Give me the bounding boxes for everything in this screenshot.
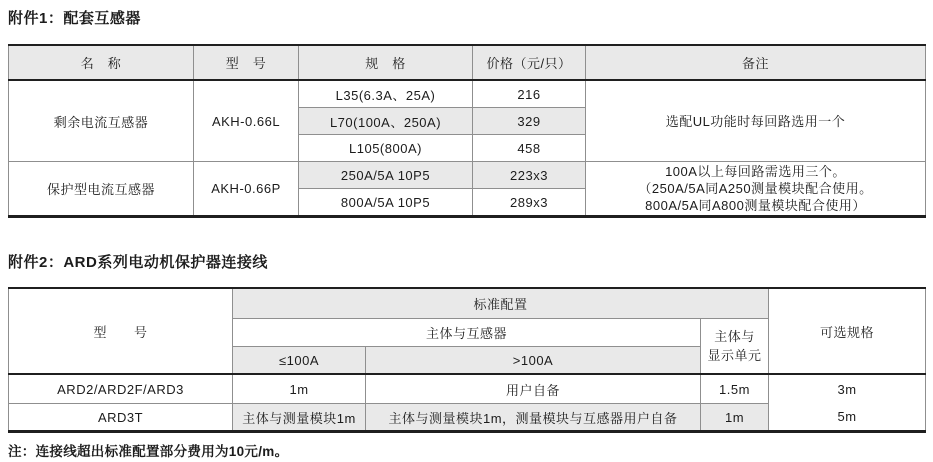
cell-gt100: 主体与测量模块1m，测量模块与互感器用户自备	[366, 404, 701, 432]
optional-value: 3m	[837, 381, 857, 397]
header-line: 显示单元	[707, 348, 762, 363]
cell-name: 剩余电流互感器	[9, 80, 194, 162]
header-model: 型 号	[194, 45, 299, 80]
table1-header-row	[9, 45, 926, 80]
table2-header-row1	[9, 288, 926, 319]
connection-cable-table	[8, 287, 926, 433]
cell-gt100: 用户自备	[366, 374, 701, 404]
cell-price: 216	[473, 80, 586, 108]
attachment1-title: 附件1：配套互感器	[8, 10, 141, 27]
remark-line: （250A/5A同A250测量模块配合使用。	[638, 181, 873, 196]
header-body-and-ct: 主体与互感器	[233, 319, 701, 347]
cell-price: 289x3	[473, 189, 586, 217]
header-price: 价格（元/只）	[473, 45, 586, 80]
cell-price: 223x3	[473, 162, 586, 189]
header-model: 型 号	[9, 288, 233, 374]
cell-model: ARD2/ARD2F/ARD3	[9, 374, 233, 404]
footnote: 注：连接线超出标准配置部分费用为10元/m。	[8, 444, 289, 459]
cell-le100: 主体与测量模块1m	[233, 404, 366, 432]
cell-name: 保护型电流互感器	[9, 162, 194, 217]
header-spec: 规 格	[299, 45, 473, 80]
accessory-transformer-table	[8, 44, 926, 218]
header-le100: ≤100A	[233, 347, 366, 375]
cell-price: 458	[473, 135, 586, 162]
header-optional-spec: 可选规格	[769, 288, 926, 374]
cell-model: ARD3T	[9, 404, 233, 432]
optional-value: 5m	[837, 408, 857, 424]
table-row	[9, 162, 926, 189]
cell-model: AKH-0.66L	[194, 80, 299, 162]
cell-spec: L70(100A、250A)	[299, 108, 473, 135]
cell-spec: 800A/5A 10P5	[299, 189, 473, 217]
remark-line: 选配UL功能时每回路选用一个	[665, 113, 846, 129]
remark-line: 800A/5A同A800测量模块配合使用）	[645, 198, 866, 213]
cell-spec: L105(800A)	[299, 135, 473, 162]
header-line: 主体与	[714, 329, 755, 344]
cell-display: 1.5m	[701, 374, 769, 404]
cell-remark	[586, 162, 926, 217]
table-row	[9, 80, 926, 108]
header-remark: 备注	[586, 45, 926, 80]
attachment2-title: 附件2：ARD系列电动机保护器连接线	[8, 254, 268, 271]
cell-model: AKH-0.66P	[194, 162, 299, 217]
header-body-and-display	[701, 319, 769, 375]
cell-le100: 1m	[233, 374, 366, 404]
cell-display: 1m	[701, 404, 769, 432]
remark-line: 100A以上每回路需选用三个。	[665, 164, 846, 179]
header-standard-config: 标准配置	[233, 288, 769, 319]
header-name: 名 称	[9, 45, 194, 80]
cell-price: 329	[473, 108, 586, 135]
cell-remark	[586, 80, 926, 162]
table-row	[9, 374, 926, 404]
cell-spec: L35(6.3A、25A)	[299, 80, 473, 108]
cell-spec: 250A/5A 10P5	[299, 162, 473, 189]
cell-optional-spec	[769, 374, 926, 432]
header-gt100: >100A	[366, 347, 701, 375]
